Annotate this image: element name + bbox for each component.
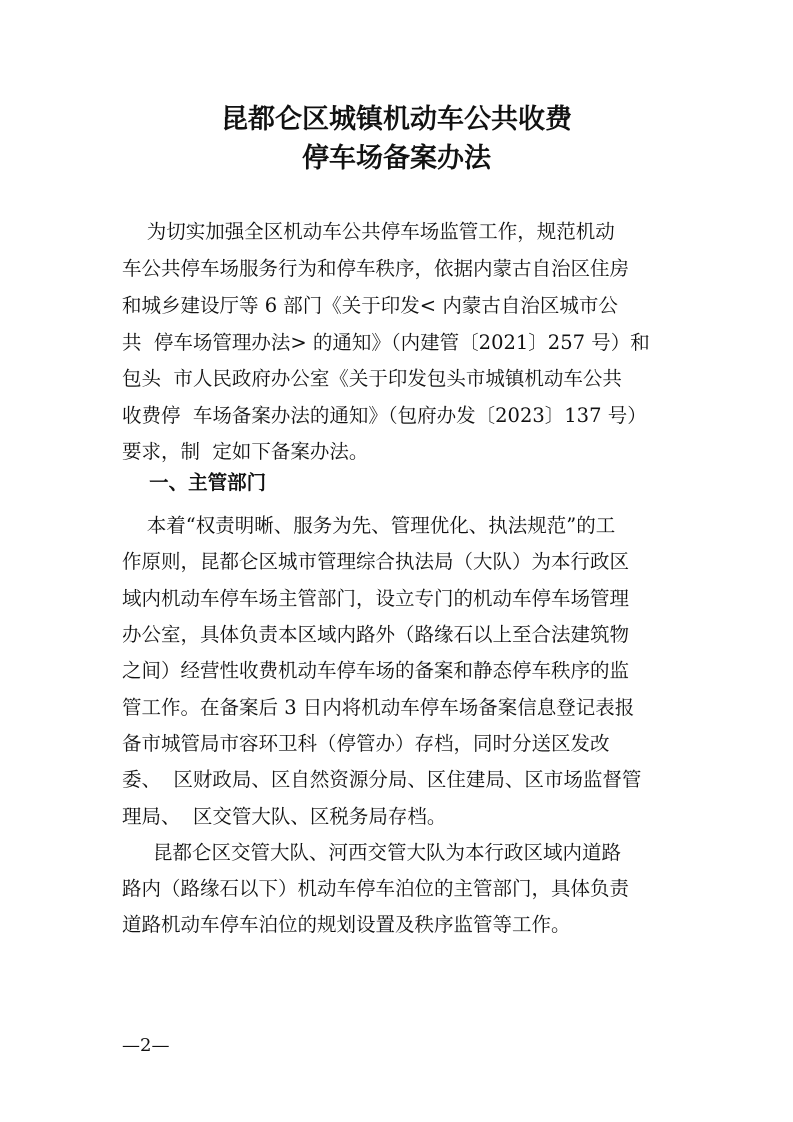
body-line: 路内（路缘石以下）机动车停车泊位的主管部门，具体负责 [122, 877, 630, 900]
body-line: 本着“权责明晰、服务为先、管理优化、执法规范”的工 [122, 514, 616, 537]
page-number: —2— [122, 1035, 170, 1056]
body-line: 昆都仑区交管大队、河西交管大队为本行政区域内道路 [122, 841, 621, 864]
body-line: 和城乡建设厅等 6 部门《关于印发< 内蒙古自治区城市公 [122, 294, 618, 317]
body-line: 收费停 车场备案办法的通知》（包府办发〔2023〕137 号） [122, 404, 647, 427]
body-line: 理局、 区交管大队、区税务局存档。 [122, 805, 447, 828]
body-line: 包头 市人民政府办公室《关于印发包头市城镇机动车公共 [122, 367, 622, 390]
section-heading: 一、主管部门 [122, 471, 267, 494]
body-line: 之间）经营性收费机动车停车场的备案和静态停车秩序的监 [122, 659, 630, 682]
body-line: 委、 区财政局、区自然资源分局、区住建局、区市场监督管 [122, 768, 642, 791]
body-line: 作原则，昆都仑区城市管理综合执法局（大队）为本行政区 [122, 550, 630, 573]
body-line: 办公室，具体负责本区域内路外（路缘石以上至合法建筑物 [122, 623, 630, 646]
body-line: 要求，制 定如下备案办法。 [122, 440, 369, 463]
document-title-line-2: 停车场备案办法 [302, 143, 491, 174]
body-line: 域内机动车停车场主管部门，设立专门的机动车停车场管理 [122, 587, 630, 610]
body-line: 车公共停车场服务行为和停车秩序，依据内蒙古自治区住房 [122, 257, 630, 280]
body-line: 备市城管局市容环卫科（停管办）存档，同时分送区发改 [122, 732, 610, 755]
document-title-line-1: 昆都仑区城镇机动车公共收费 [221, 104, 572, 135]
body-line: 道路机动车停车泊位的规划设置及秩序监管等工作。 [122, 913, 571, 936]
body-line: 管工作。在备案后 3 日内将机动车停车场备案信息登记表报 [122, 696, 635, 719]
body-line: 为切实加强全区机动车公共停车场监管工作，规范机动 [122, 220, 615, 243]
body-line: 共 停车场管理办法> 的通知》（内建管〔2021〕257 号）和 [122, 331, 650, 354]
